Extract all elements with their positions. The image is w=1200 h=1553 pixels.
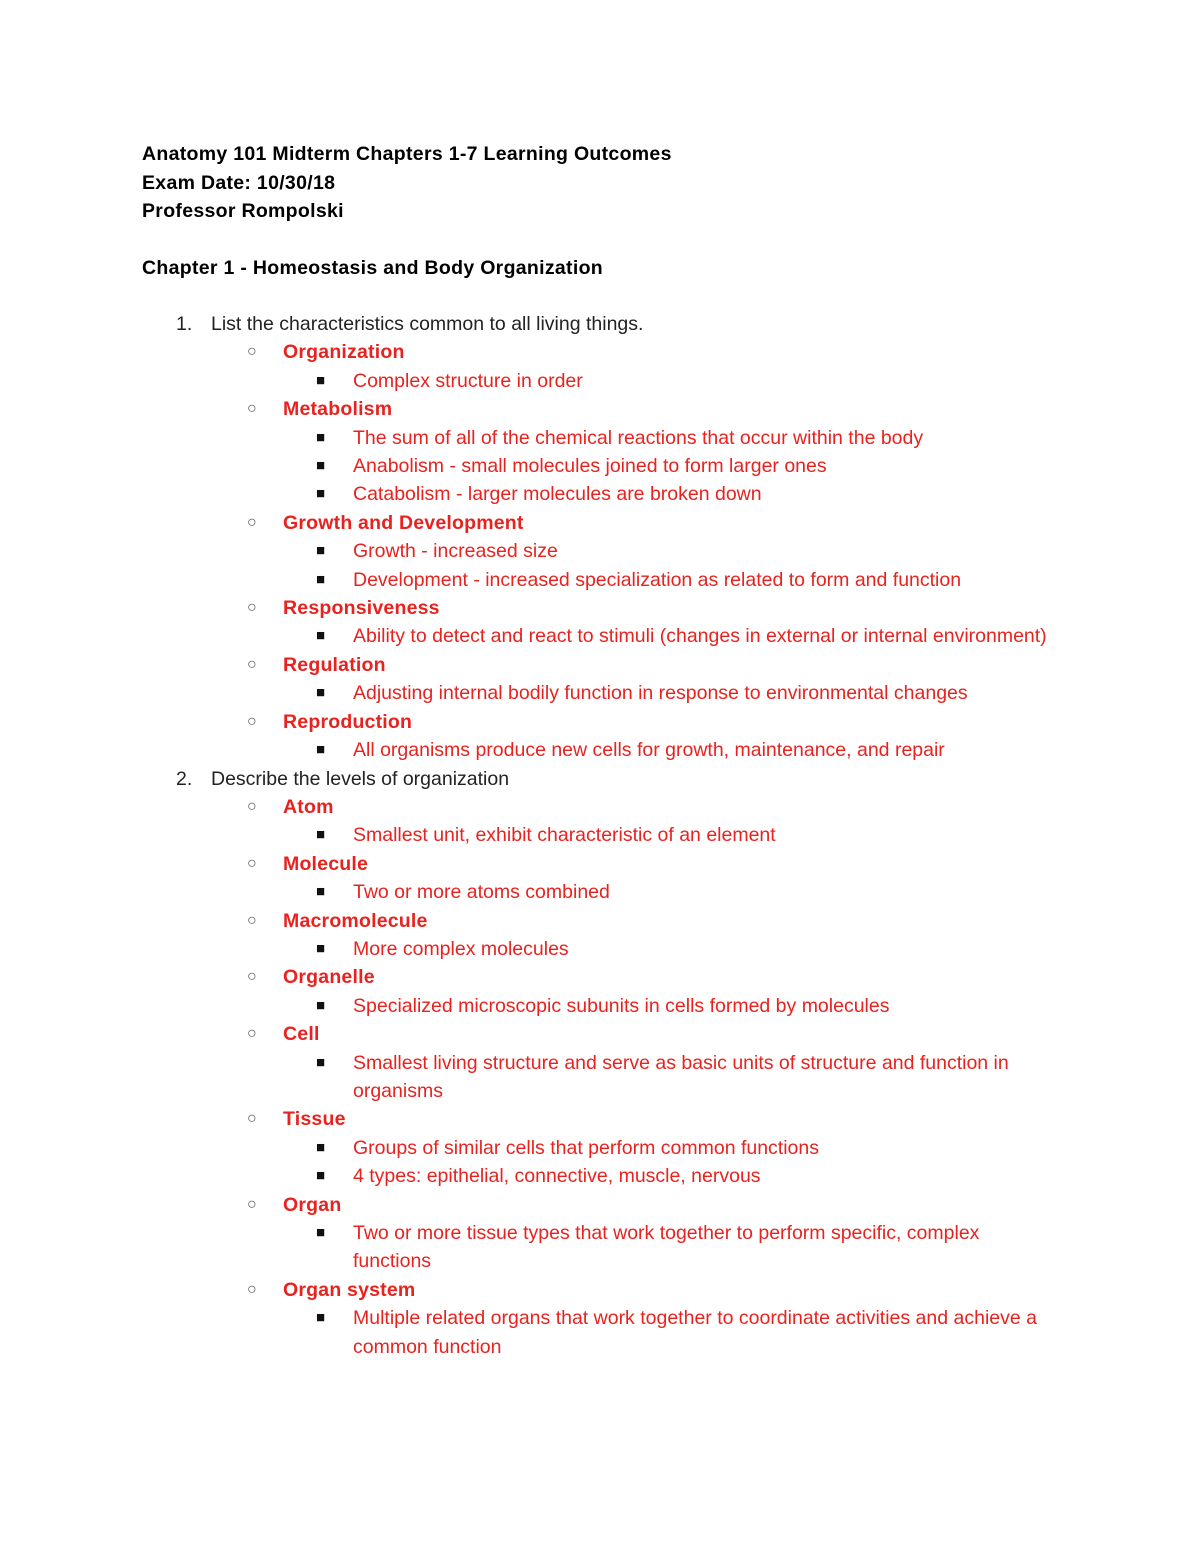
square-bullet-icon: ■ bbox=[316, 1138, 326, 1156]
detail-item bbox=[0, 367, 1200, 395]
square-bullet-icon: ■ bbox=[316, 883, 326, 901]
detail-item bbox=[0, 736, 1200, 764]
question-text: Describe the levels of organization bbox=[211, 767, 510, 790]
detail-text: 4 types: epithelial, connective, muscle, nervous bbox=[353, 1165, 761, 1188]
detail-text: Two or more tissue types that work together to perform specific, complex functions bbox=[353, 1222, 980, 1273]
term-label: Reproduction bbox=[283, 710, 413, 733]
term-label: Organelle bbox=[283, 966, 375, 989]
detail-item bbox=[0, 480, 1200, 508]
detail-item bbox=[0, 622, 1200, 650]
term-item bbox=[0, 395, 1200, 423]
detail-item bbox=[0, 566, 1200, 594]
term-item bbox=[0, 850, 1200, 878]
square-bullet-icon: ■ bbox=[316, 684, 326, 702]
square-bullet-icon: ■ bbox=[316, 542, 326, 560]
question-text: List the characteristics common to all living things. bbox=[211, 313, 644, 335]
circle-bullet-icon: ○ bbox=[247, 797, 257, 815]
detail-item bbox=[0, 935, 1200, 963]
square-bullet-icon: ■ bbox=[316, 996, 326, 1014]
term-item bbox=[0, 907, 1200, 935]
circle-bullet-icon: ○ bbox=[247, 1025, 257, 1043]
question-number: 2. bbox=[176, 767, 193, 790]
term-item bbox=[0, 1105, 1200, 1133]
term-item bbox=[0, 1020, 1200, 1048]
detail-text: The sum of all of the chemical reactions that occur within the body bbox=[353, 426, 924, 449]
question-number: 1. bbox=[176, 313, 193, 335]
detail-item bbox=[0, 992, 1200, 1020]
circle-bullet-icon: ○ bbox=[247, 655, 257, 673]
circle-bullet-icon: ○ bbox=[247, 712, 257, 730]
term-item bbox=[0, 708, 1200, 736]
term-label: Organ system bbox=[283, 1278, 416, 1301]
circle-bullet-icon: ○ bbox=[247, 343, 257, 361]
detail-text: Complex structure in order bbox=[353, 369, 583, 392]
learning-outcomes-outline bbox=[0, 310, 1200, 1361]
circle-bullet-icon: ○ bbox=[247, 513, 257, 531]
term-item bbox=[0, 509, 1200, 537]
square-bullet-icon: ■ bbox=[316, 741, 326, 759]
detail-text: Catabolism - larger molecules are broken down bbox=[353, 483, 762, 506]
square-bullet-icon: ■ bbox=[316, 570, 326, 588]
term-label: Atom bbox=[283, 795, 334, 818]
document-title: Anatomy 101 Midterm Chapters 1-7 Learning Outcomes bbox=[142, 143, 672, 165]
term-label: Organization bbox=[283, 341, 405, 364]
square-bullet-icon: ■ bbox=[316, 485, 326, 503]
square-bullet-icon: ■ bbox=[316, 627, 326, 645]
term-label: Molecule bbox=[283, 852, 369, 875]
detail-item bbox=[0, 679, 1200, 707]
term-label: Metabolism bbox=[283, 398, 393, 421]
square-bullet-icon: ■ bbox=[316, 1224, 326, 1241]
term-item bbox=[0, 594, 1200, 622]
term-label: Macromolecule bbox=[283, 909, 428, 932]
circle-bullet-icon: ○ bbox=[247, 1110, 257, 1128]
detail-text: Smallest unit, exhibit characteristic of an element bbox=[353, 824, 776, 847]
question-item bbox=[0, 310, 1200, 338]
detail-item bbox=[0, 424, 1200, 452]
detail-item bbox=[0, 1304, 1200, 1361]
square-bullet-icon: ■ bbox=[316, 428, 326, 446]
circle-bullet-icon: ○ bbox=[247, 854, 257, 872]
detail-item bbox=[0, 1162, 1200, 1190]
detail-item bbox=[0, 878, 1200, 906]
detail-item bbox=[0, 452, 1200, 480]
detail-text: More complex molecules bbox=[353, 937, 569, 960]
document-header bbox=[142, 140, 672, 226]
question-item bbox=[0, 765, 1200, 793]
professor-name: Professor Rompolski bbox=[142, 200, 344, 222]
square-bullet-icon: ■ bbox=[316, 1309, 326, 1327]
detail-item bbox=[0, 1049, 1200, 1106]
detail-item bbox=[0, 1134, 1200, 1162]
square-bullet-icon: ■ bbox=[316, 1167, 326, 1185]
detail-text: Multiple related organs that work together to coordinate activities and achieve a common function bbox=[353, 1307, 1037, 1358]
circle-bullet-icon: ○ bbox=[247, 599, 257, 617]
detail-text: Development - increased specialization as related to form and function bbox=[353, 568, 962, 591]
square-bullet-icon: ■ bbox=[316, 939, 326, 957]
circle-bullet-icon: ○ bbox=[247, 1280, 257, 1298]
detail-text: Growth - increased size bbox=[353, 540, 558, 563]
detail-item bbox=[0, 821, 1200, 849]
exam-date: Exam Date: 10/30/18 bbox=[142, 171, 336, 194]
term-label: Tissue bbox=[283, 1108, 346, 1131]
detail-text: Anabolism - small molecules joined to form larger ones bbox=[353, 455, 827, 478]
detail-item bbox=[0, 537, 1200, 565]
term-label: Cell bbox=[283, 1023, 320, 1046]
detail-text: All organisms produce new cells for growth, maintenance, and repair bbox=[353, 739, 945, 762]
square-bullet-icon: ■ bbox=[316, 826, 326, 844]
term-item bbox=[0, 1276, 1200, 1304]
term-label: Organ bbox=[283, 1193, 342, 1216]
circle-bullet-icon: ○ bbox=[247, 968, 257, 986]
circle-bullet-icon: ○ bbox=[247, 400, 257, 418]
term-item bbox=[0, 793, 1200, 821]
detail-text: Two or more atoms combined bbox=[353, 881, 610, 904]
term-item bbox=[0, 651, 1200, 679]
term-label: Growth and Development bbox=[283, 511, 524, 534]
chapter-heading: Chapter 1 - Homeostasis and Body Organization bbox=[142, 257, 603, 279]
square-bullet-icon: ■ bbox=[316, 371, 326, 389]
circle-bullet-icon: ○ bbox=[247, 911, 257, 929]
detail-item bbox=[0, 1219, 1200, 1276]
term-item bbox=[0, 1191, 1200, 1219]
term-item bbox=[0, 963, 1200, 991]
detail-text: Specialized microscopic subunits in cells formed by molecules bbox=[353, 994, 890, 1017]
square-bullet-icon: ■ bbox=[316, 457, 326, 475]
circle-bullet-icon: ○ bbox=[247, 1195, 257, 1213]
term-label: Responsiveness bbox=[283, 597, 440, 620]
term-label: Regulation bbox=[283, 653, 386, 676]
detail-text: Ability to detect and react to stimuli (changes in external or internal environment) bbox=[353, 625, 1047, 648]
term-item bbox=[0, 338, 1200, 366]
square-bullet-icon: ■ bbox=[316, 1053, 326, 1071]
detail-text: Adjusting internal bodily function in response to environmental changes bbox=[353, 682, 968, 705]
detail-text: Groups of similar cells that perform common functions bbox=[353, 1136, 820, 1159]
detail-text: Smallest living structure and serve as basic units of structure and function in organisms bbox=[353, 1051, 1009, 1102]
